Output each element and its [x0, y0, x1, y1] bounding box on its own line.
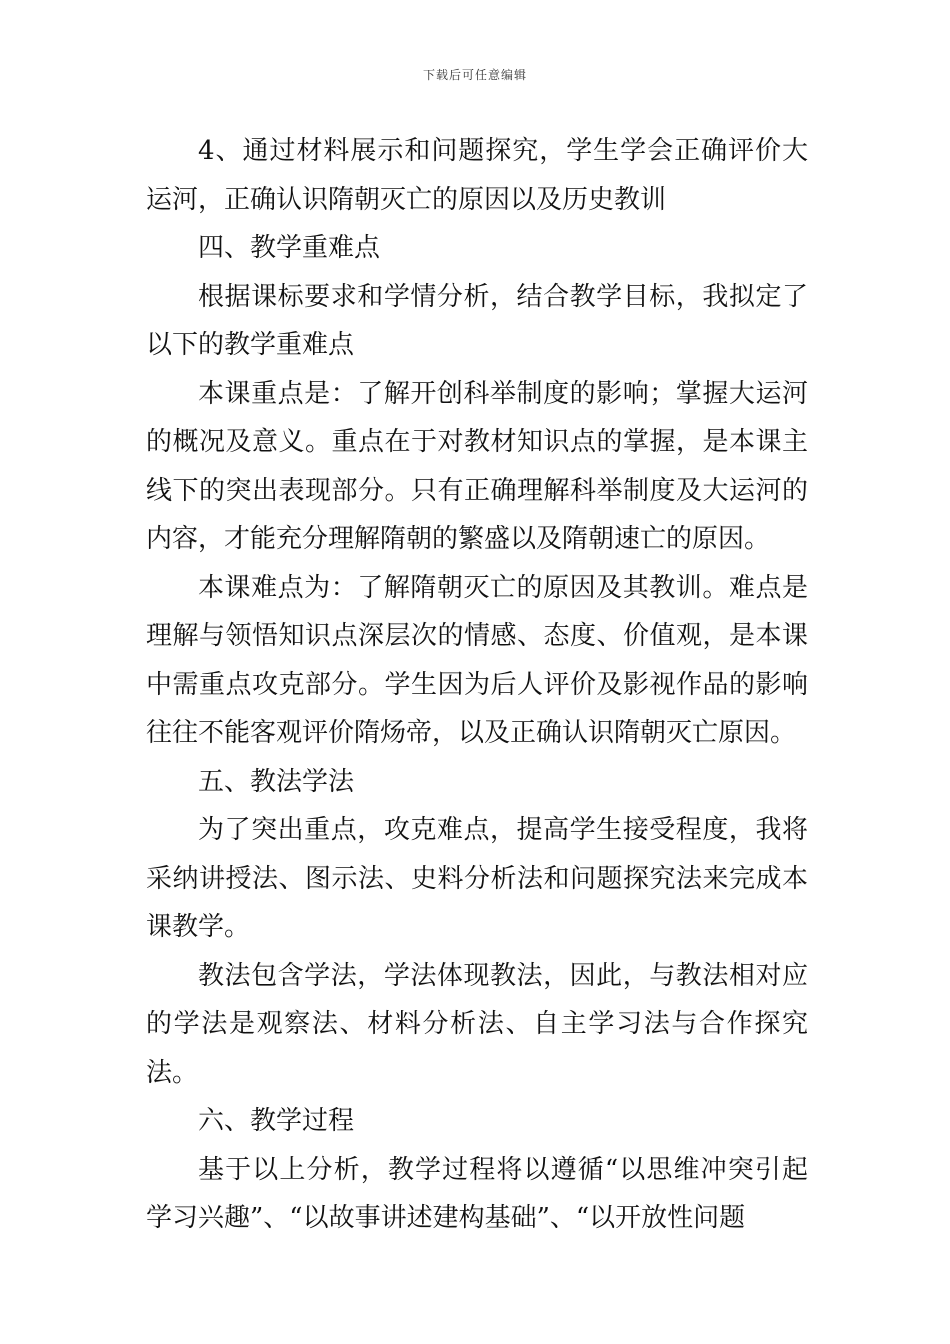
header-note: 下载后可任意编辑	[422, 68, 527, 82]
document-body	[146, 127, 808, 1243]
section-heading-process: 六、教学过程	[198, 1106, 355, 1136]
paragraph-process-intro: 基于以上分析，教学过程将以遵循“以思维冲突引起学习兴趣”、“以故事讲述建构基础”、“以开放性问题	[146, 1154, 808, 1233]
section-heading-methods: 五、教法学法	[198, 766, 355, 797]
paragraph-difficult-point: 本课难点为：了解隋朝灭亡的原因及其教训。难点是理解与领悟知识点深层次的情感、态度、价值观，是本课中需重点攻克部分。学生因为后人评价及影视作品的影响往往不能客观评价隋炀帝，以及正确认识隋朝灭亡原因。	[146, 572, 808, 748]
paragraph-key-points-intro: 根据课标要求和学情分析，结合教学目标，我拟定了以下的教学重难点	[146, 281, 808, 360]
paragraph-key-point: 本课重点是：了解开创科举制度的影响；掌握大运河的概况及意义。重点在于对教材知识点的掌握，是本课主线下的突出表现部分。只有正确理解科举制度及大运河的内容，才能充分理解隋朝的繁盛以及隋朝速亡的原因。	[146, 378, 808, 554]
paragraph-learning-methods: 教法包含学法，学法体现教法，因此，与教法相对应的学法是观察法、材料分析法、自主学习法与合作探究法。	[146, 960, 808, 1088]
paragraph-objective-4: 4、通过材料展示和问题探究，学生学会正确评价大运河，正确认识隋朝灭亡的原因以及历史教训	[146, 136, 808, 215]
paragraph-teaching-methods: 为了突出重点，攻克难点，提高学生接受程度，我将采纳讲授法、图示法、史料分析法和问题探究法来完成本课教学。	[146, 815, 808, 942]
section-heading-key-points: 四、教学重难点	[198, 233, 381, 263]
